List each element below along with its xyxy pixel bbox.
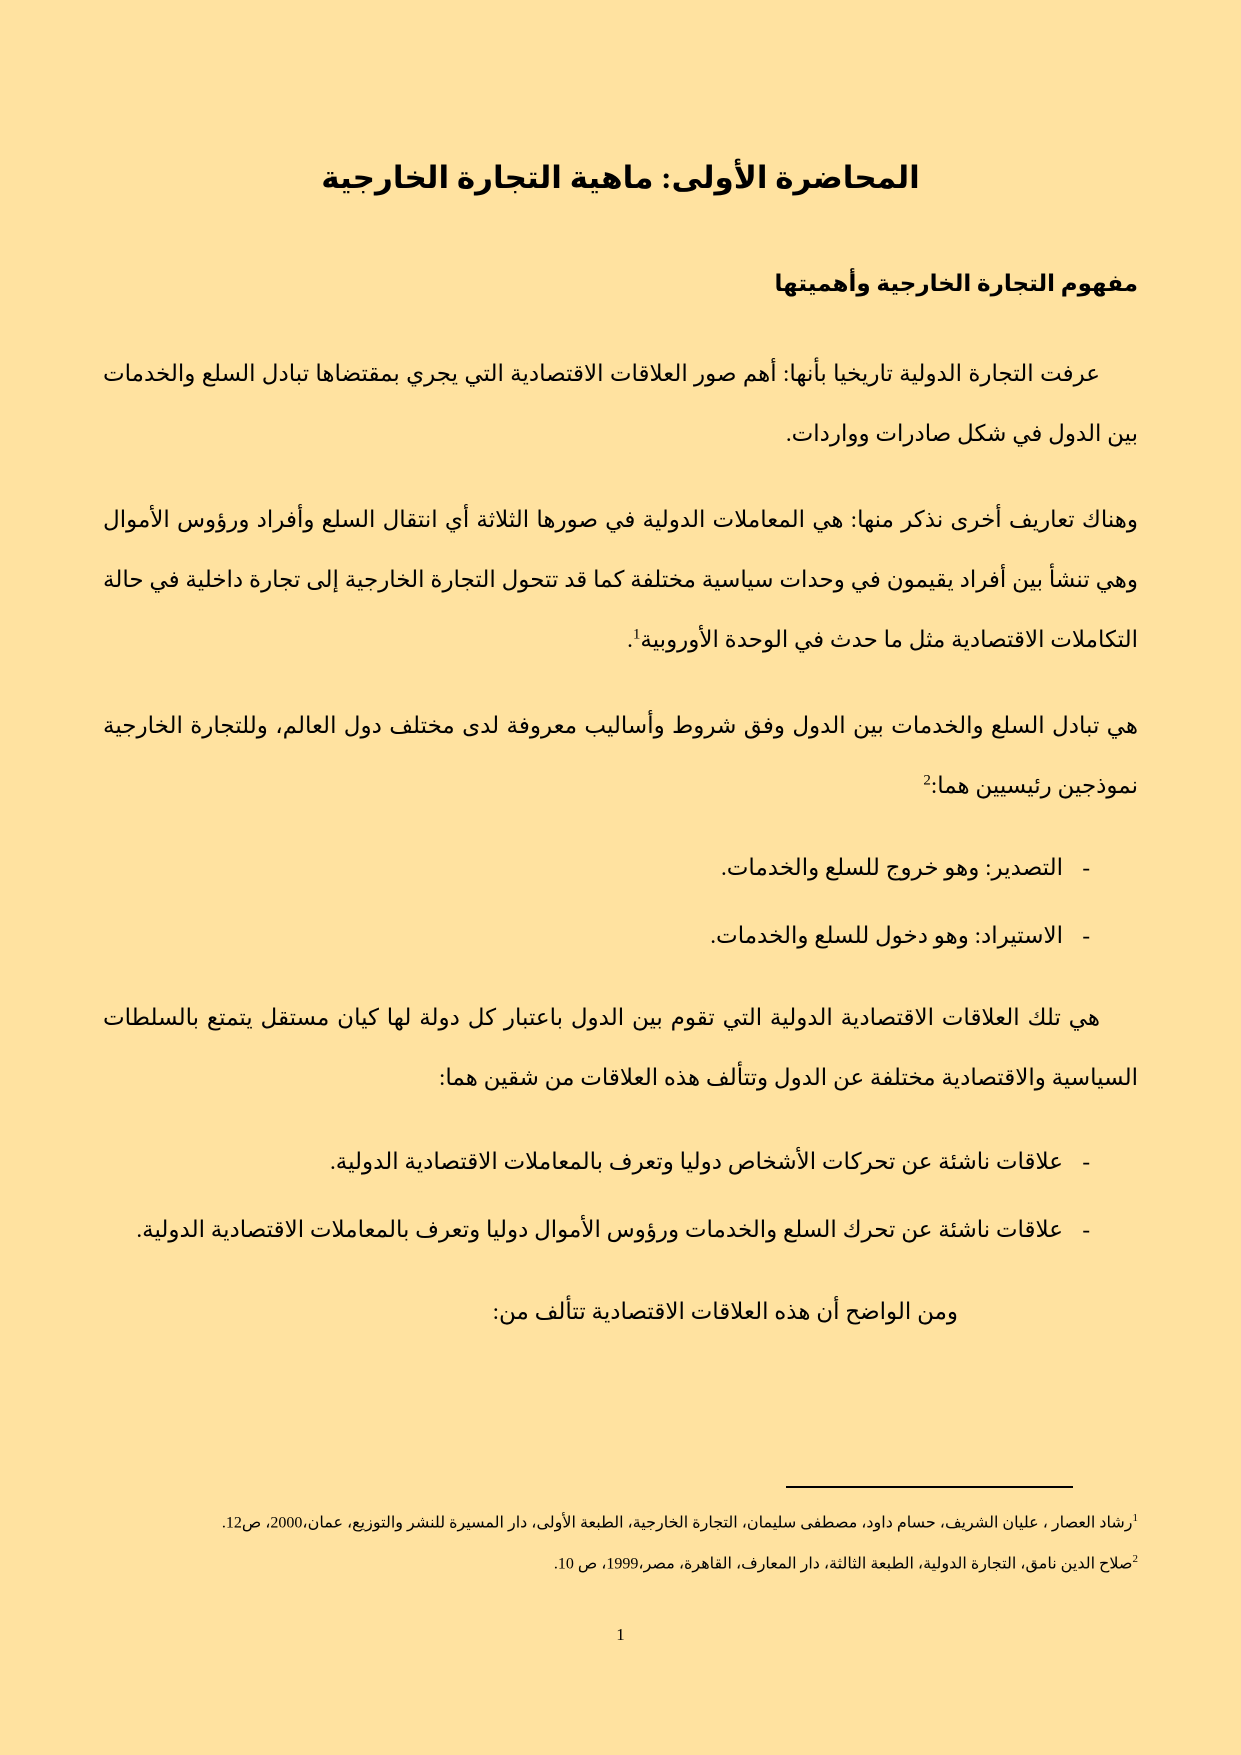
paragraph-text: هي تبادل السلع والخدمات بين الدول وفق شروط وأساليب معروفة لدى مختلف دول العالم، وللتجارة الخارجية نموذجين رئيسيين هما: (103, 713, 1138, 798)
section-heading: مفهوم التجارة الخارجية وأهميتها (774, 271, 1138, 296)
list-item-text: علاقات ناشئة عن تحركات الأشخاص دوليا وتعرف بالمعاملات الاقتصادية الدولية. (330, 1149, 1063, 1174)
relations-list (103, 1132, 1138, 1260)
paragraph-text: وهناك تعاريف أخرى نذكر منها: هي المعاملات الدولية في صورها الثلاثة أي انتقال السلع وأفراد ورؤوس الأموال وهي تنشأ بين أفراد يقيمون في وحدات سياسية مختلفة كما قد تتحول التجارة الخارجية إلى تجارة داخلية في حالة التكاملات الاقتصادية مثل ما حدث في الوحدة الأوروبية (103, 507, 1138, 652)
list-item-goods-movements (103, 1200, 1138, 1260)
footnote-1 (103, 1500, 1138, 1541)
footnote-2-text: صلاح الدين نامق، التجارة الدولية، الطبعة الثالثة، دار المعارف، القاهرة، مصر،1999، ص 10. (553, 1555, 1133, 1573)
footnote-separator-line (786, 1486, 1073, 1488)
page-number: 1 (616, 1625, 625, 1644)
footnote-2-marker: 2 (1132, 1553, 1138, 1566)
list-item-person-movements (103, 1132, 1138, 1192)
footnotes-section (103, 1486, 1138, 1583)
list-item-import (103, 906, 1138, 966)
paragraph-conclusion: ومن الواضح أن هذه العلاقات الاقتصادية تتألف من: (492, 1299, 958, 1324)
paragraph-exchange-definition (103, 696, 1138, 816)
footnote-1-marker: 1 (1132, 1512, 1138, 1524)
footnote-ref-1: 1 (632, 626, 641, 643)
paragraph-other-definitions (103, 490, 1138, 670)
dash-marker: - (1082, 1149, 1090, 1174)
list-item-text: الاستيراد: وهو دخول للسلع والخدمات. (710, 923, 1063, 948)
list-item-text: التصدير: وهو خروج للسلع والخدمات. (721, 855, 1063, 880)
dash-marker: - (1082, 1217, 1090, 1242)
dash-marker: - (1082, 855, 1090, 880)
page-title: المحاضرة الأولى: ماهية التجارة الخارجية (321, 160, 920, 195)
trade-models-list (103, 838, 1138, 966)
paragraph-definition-historical: عرفت التجارة الدولية تاريخيا بأنها: أهم صور العلاقات الاقتصادية التي يجري بمقتضاها تبادل السلع والخدمات بين الدول في شكل صادرات وواردات. (103, 361, 1138, 446)
list-item-text: علاقات ناشئة عن تحرك السلع والخدمات ورؤوس الأموال دوليا وتعرف بالمعاملات الاقتصادية الدولية. (136, 1217, 1063, 1242)
dash-marker: - (1082, 923, 1090, 948)
list-item-export (103, 838, 1138, 898)
paragraph-economic-relations: هي تلك العلاقات الاقتصادية الدولية التي تقوم بين الدول باعتبار كل دولة لها كيان مستقل يتمتع بالسلطات السياسية والاقتصادية مختلفة عن الدول وتتألف هذه العلاقات من شقين هما: (103, 1005, 1138, 1090)
paragraph-period: . (627, 627, 633, 652)
footnote-ref-2: 2 (923, 772, 931, 789)
footnote-2 (103, 1541, 1138, 1582)
footnote-1-text: رشاد العصار ، عليان الشريف، حسام داود، مصطفى سليمان، التجارة الخارجية، الطبعة الأولى، دار المسيرة للنشر والتوزيع، عمان،2000، ص12. (221, 1514, 1133, 1532)
